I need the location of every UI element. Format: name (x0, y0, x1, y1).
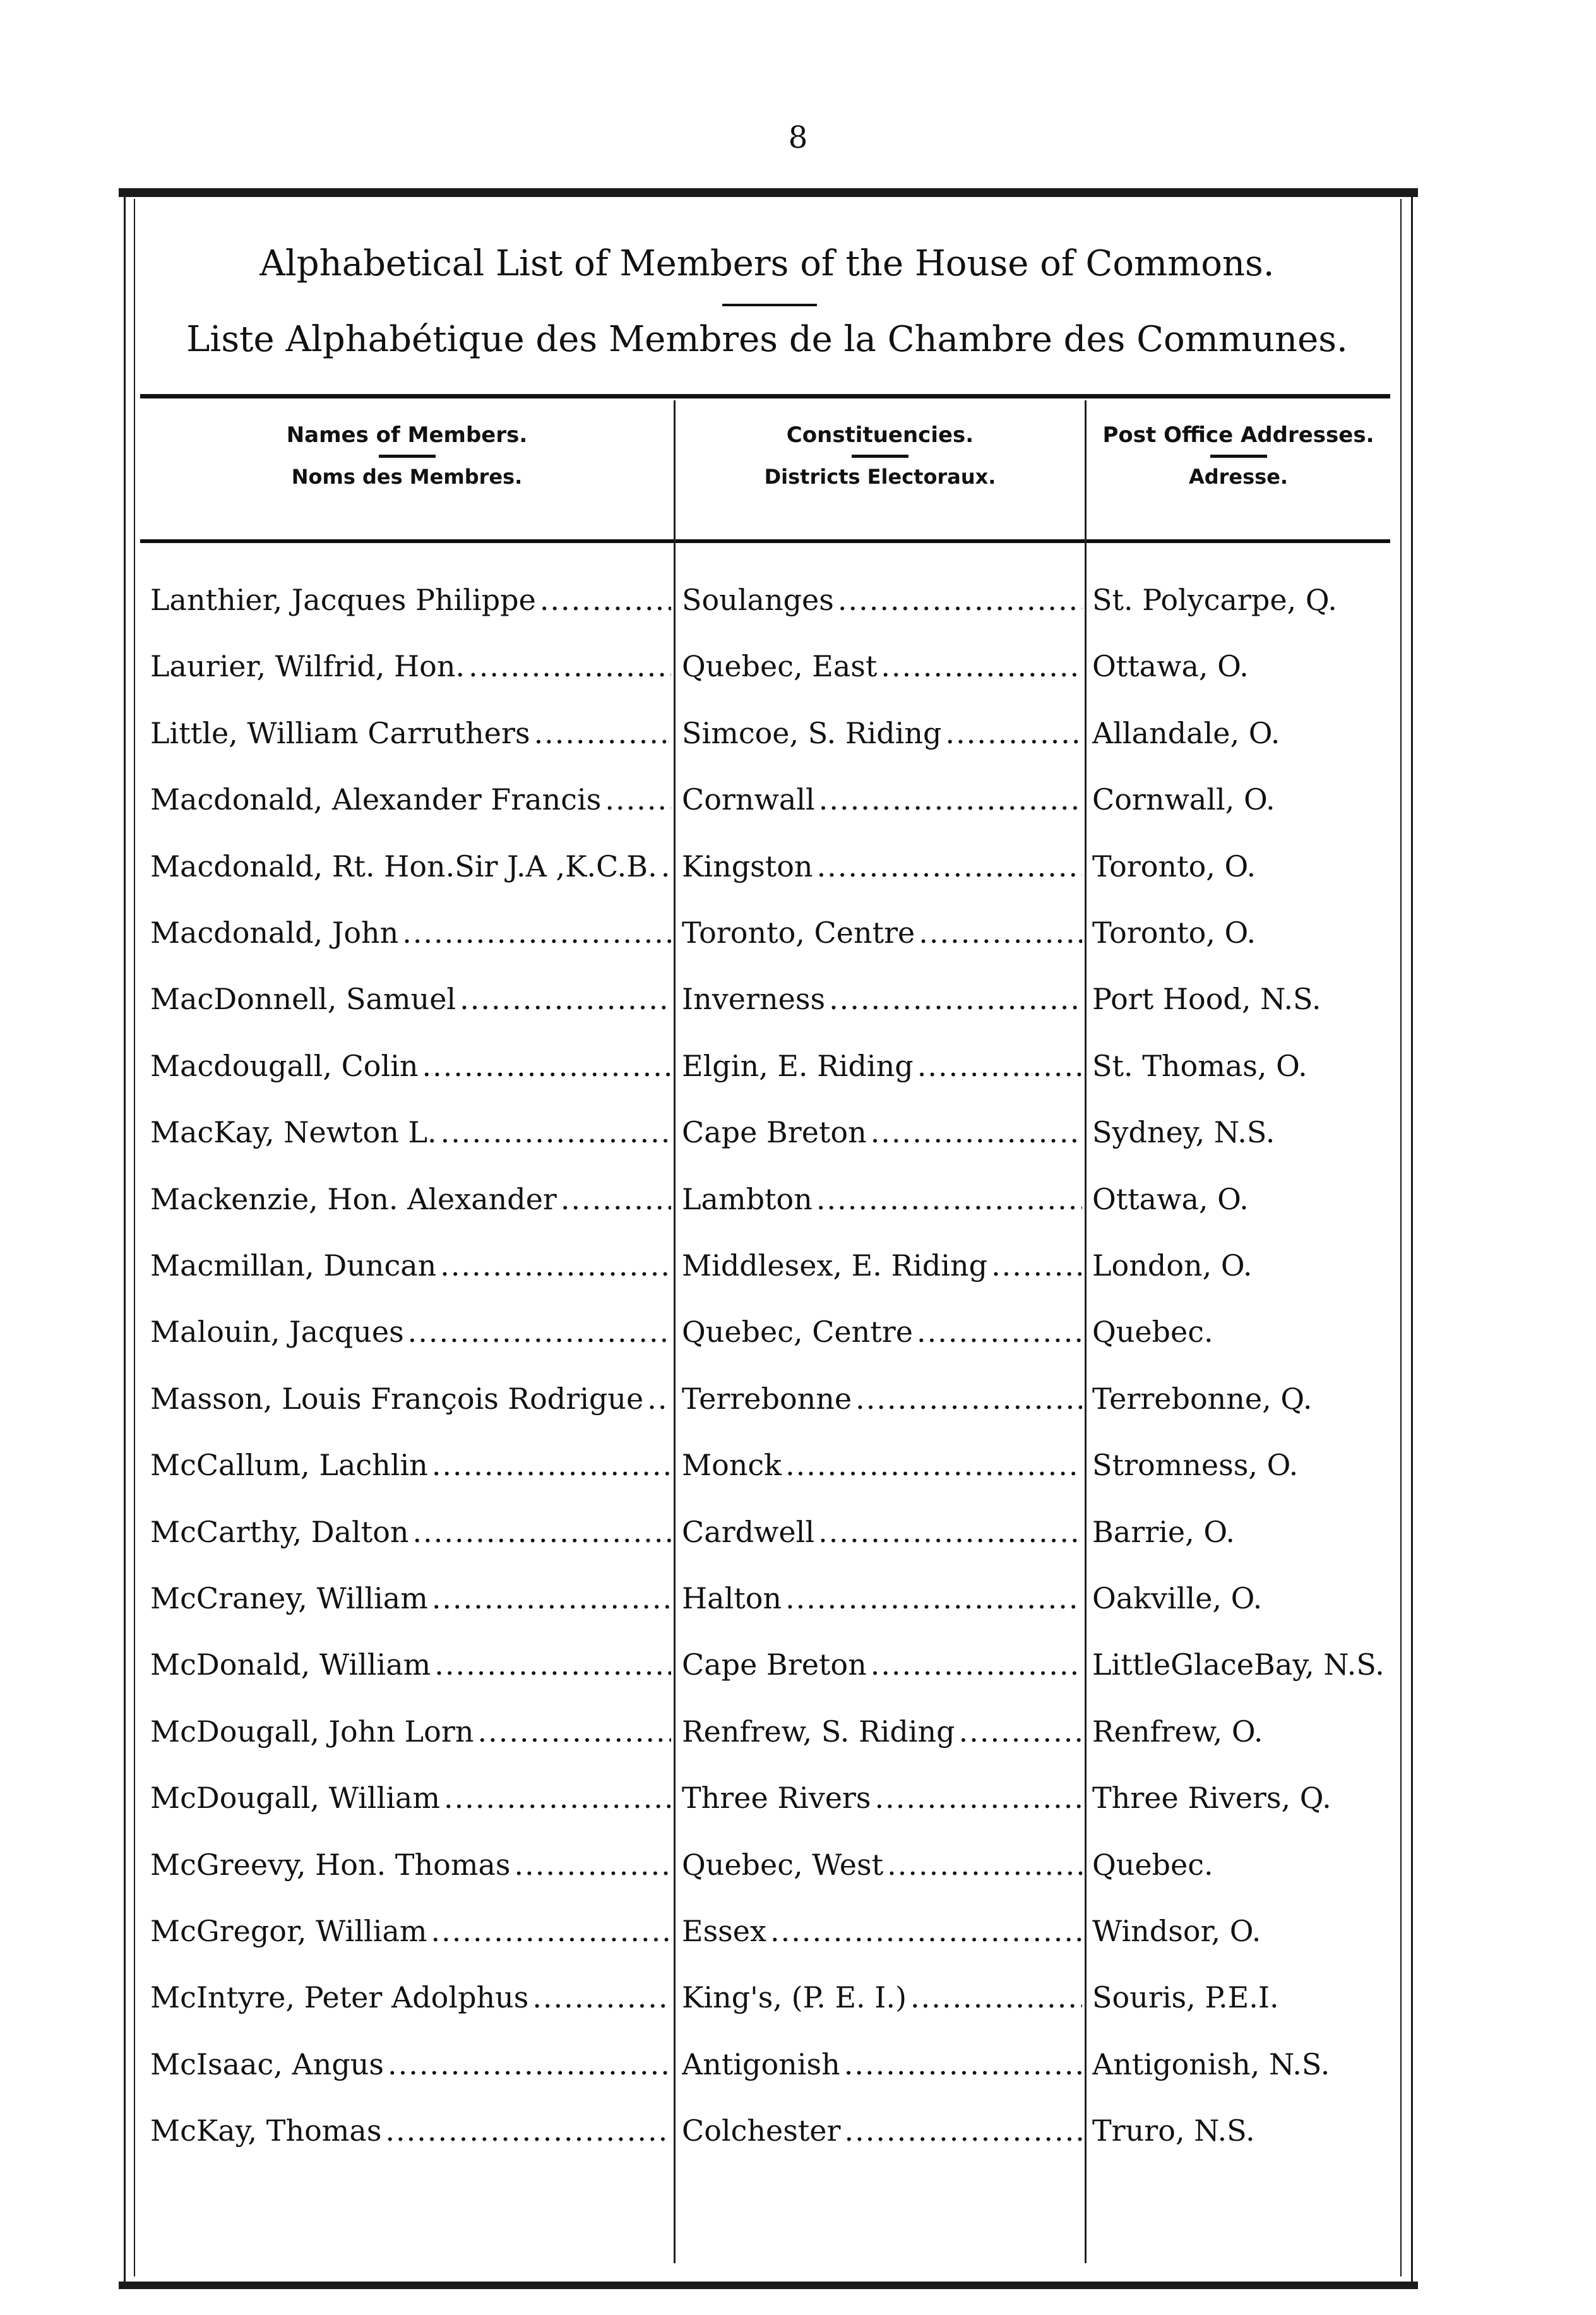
constituency-cell (682, 2042, 1082, 2086)
constituency-cell (682, 844, 1082, 888)
dot-leader (871, 1642, 1082, 1687)
constituency: Monck (682, 1448, 782, 1482)
member-name: McDonald, William (150, 1648, 431, 1682)
constituency-cell (682, 1177, 1082, 1221)
constituency-cell (682, 1310, 1082, 1354)
column-header-addresses-en: Post Office Addresses. (1102, 422, 1374, 448)
constituency: Middlesex, E. Riding (682, 1248, 988, 1283)
member-name: Malouin, Jacques (150, 1315, 404, 1349)
dot-leader (460, 977, 671, 1021)
post-office-address-cell (1092, 1510, 1395, 1554)
header-bottom-rule (140, 539, 1390, 543)
member-name-cell (150, 1177, 671, 1221)
dot-leader (919, 911, 1082, 955)
post-office-address: Port Hood, N.S. (1092, 982, 1321, 1016)
post-office-address: Terrebonne, Q. (1092, 1382, 1313, 1416)
member-name: McGreevy, Hon. Thomas (150, 1848, 511, 1882)
constituency-cell (682, 1776, 1082, 1820)
constituency: Antigonish (682, 2047, 840, 2081)
constituency: Cape Breton (682, 1115, 867, 1149)
member-name: MacKay, Newton L. (150, 1115, 437, 1149)
post-office-address-cell (1092, 1243, 1395, 1288)
post-office-address-cell (1092, 1909, 1395, 1953)
member-name: Little, William Carruthers (150, 716, 530, 750)
member-name-cell (150, 1642, 671, 1687)
post-office-address-cell (1092, 1177, 1395, 1221)
constituency: King's, (P. E. I.) (682, 1980, 907, 2014)
constituency: Soulanges (682, 583, 834, 617)
dot-leader (532, 1975, 671, 2019)
constituency: Kingston (682, 849, 813, 883)
dot-leader (959, 1709, 1082, 1754)
column-header-addresses (1087, 424, 1390, 487)
member-name: Macdougall, Colin (150, 1049, 419, 1083)
member-name-cell (150, 2042, 671, 2086)
member-name-cell (150, 1576, 671, 1620)
column-separator (674, 400, 676, 2263)
dot-leader (413, 1510, 671, 1554)
dot-leader (534, 711, 671, 755)
constituency: Toronto, Centre (682, 916, 915, 950)
constituency-cell (682, 1909, 1082, 1953)
dot-leader (818, 1510, 1082, 1554)
post-office-address-cell (1092, 1642, 1395, 1687)
post-office-address: Toronto, O. (1092, 849, 1256, 883)
dot-leader (819, 777, 1082, 822)
dot-leader (881, 644, 1082, 688)
member-name-cell (150, 1776, 671, 1820)
column-separator (1085, 400, 1087, 2263)
post-office-address-cell (1092, 844, 1395, 888)
dot-leader (817, 844, 1082, 888)
member-name-cell (150, 1443, 671, 1487)
member-name: McGregor, William (150, 1914, 427, 1948)
post-office-address: Quebec. (1092, 1848, 1213, 1882)
post-office-address-cell (1092, 977, 1395, 1021)
member-name: Masson, Louis François Rodrigue (150, 1382, 644, 1416)
member-name-cell (150, 711, 671, 755)
member-name-cell (150, 977, 671, 1021)
member-name-cell (150, 644, 671, 688)
member-name: Mackenzie, Hon. Alexander (150, 1182, 557, 1216)
column-header-addresses-fr: Adresse. (1188, 465, 1289, 489)
member-name: McCallum, Lachlin (150, 1448, 428, 1482)
dot-leader (661, 844, 671, 888)
column-header-names (140, 424, 674, 487)
constituency: Halton (682, 1581, 782, 1615)
post-office-address: LittleGlaceBay, N.S. (1092, 1648, 1385, 1682)
post-office-address-cell (1092, 711, 1395, 755)
constituency: Cardwell (682, 1515, 815, 1549)
column-header-constituencies-fr: Districts Electoraux. (764, 465, 996, 489)
post-office-address: Windsor, O. (1092, 1914, 1261, 1948)
post-office-address: Toronto, O. (1092, 916, 1256, 950)
member-name: McIntyre, Peter Adolphus (150, 1980, 529, 2014)
title-divider (722, 304, 817, 306)
constituency-cell (682, 1975, 1082, 2019)
post-office-address: Antigonish, N.S. (1092, 2047, 1330, 2081)
dot-leader (431, 1909, 671, 1953)
member-name-cell (150, 1044, 671, 1088)
dot-leader (468, 644, 671, 688)
post-office-address: Ottawa, O. (1092, 1182, 1249, 1216)
member-name: Macmillan, Duncan (150, 1248, 437, 1283)
post-office-address: London, O. (1092, 1248, 1253, 1283)
dot-leader (855, 1377, 1082, 1421)
dot-leader (829, 977, 1082, 1021)
member-name: MacDonnell, Samuel (150, 982, 456, 1016)
title-english: Alphabetical List of Members of the House of Commons. (259, 243, 1275, 284)
member-name: Lanthier, Jacques Philippe (150, 583, 536, 617)
constituency: Terrebonne (682, 1382, 852, 1416)
frame-right-rule (1400, 199, 1402, 2276)
dot-leader (408, 1310, 671, 1354)
constituency: Cape Breton (682, 1648, 867, 1682)
post-office-address: St. Thomas, O. (1092, 1049, 1307, 1083)
frame-bottom-rule (119, 2282, 1418, 2289)
constituency-cell (682, 1510, 1082, 1554)
constituency-cell (682, 1443, 1082, 1487)
column-header-rule (852, 455, 908, 458)
constituency-cell (682, 1110, 1082, 1154)
post-office-address-cell (1092, 1975, 1395, 2019)
post-office-address: Quebec. (1092, 1315, 1213, 1349)
member-name: McCarthy, Dalton (150, 1515, 409, 1549)
member-name-cell (150, 1243, 671, 1288)
dot-leader (440, 1243, 671, 1288)
member-name-cell (150, 911, 671, 955)
constituency: Three Rivers (682, 1781, 871, 1815)
post-office-address: Barrie, O. (1092, 1515, 1236, 1549)
post-office-address: Ottawa, O. (1092, 649, 1249, 683)
post-office-address-cell (1092, 1377, 1395, 1421)
dot-leader (887, 1843, 1082, 1887)
post-office-address-cell (1092, 2109, 1395, 2153)
constituency-cell (682, 1843, 1082, 1887)
page-number: 8 (788, 120, 808, 155)
member-name: Macdonald, John (150, 916, 399, 950)
member-name-cell (150, 2109, 671, 2153)
constituency-cell (682, 1642, 1082, 1687)
member-name: McDougall, William (150, 1781, 440, 1815)
column-header-rule (1210, 455, 1267, 458)
member-name-cell (150, 1310, 671, 1354)
post-office-address: Oakville, O. (1092, 1581, 1263, 1615)
member-name-cell (150, 1909, 671, 1953)
member-name: Macdonald, Alexander Francis (150, 782, 602, 817)
constituency-cell (682, 711, 1082, 755)
post-office-address-cell (1092, 2042, 1395, 2086)
dot-leader (441, 1110, 671, 1154)
post-office-address: Truro, N.S. (1092, 2114, 1255, 2148)
member-name-cell (150, 777, 671, 822)
dot-leader (785, 1443, 1082, 1487)
constituency: Cornwall (682, 782, 815, 817)
post-office-address-cell (1092, 1044, 1395, 1088)
dot-leader (770, 1909, 1082, 1953)
dot-leader (422, 1044, 671, 1088)
member-name-cell (150, 1510, 671, 1554)
post-office-address: Souris, P.E.I. (1092, 1980, 1279, 2014)
dot-leader (917, 1310, 1082, 1354)
dot-leader (844, 2042, 1082, 2086)
constituency-cell (682, 1377, 1082, 1421)
frame-left-rule (134, 199, 135, 2276)
post-office-address-cell (1092, 1843, 1395, 1887)
column-header-names-en: Names of Members. (286, 422, 528, 448)
post-office-address-cell (1092, 1776, 1395, 1820)
dot-leader (432, 1443, 671, 1487)
header-top-rule (140, 394, 1390, 398)
constituency-cell (682, 777, 1082, 822)
constituency-cell (682, 1243, 1082, 1288)
post-office-address: Allandale, O. (1092, 716, 1280, 750)
title-french: Liste Alphabétique des Membres de la Chambre des Communes. (186, 319, 1348, 360)
constituency-cell (682, 578, 1082, 622)
member-name-cell (150, 1709, 671, 1754)
dot-leader (910, 1975, 1082, 2019)
dot-leader (816, 1177, 1082, 1221)
constituency: Inverness (682, 982, 826, 1016)
member-name: Macdonald, Rt. Hon.Sir J.A ,K.C.B. (150, 849, 657, 883)
member-name: McKay, Thomas (150, 2114, 382, 2148)
constituency: Quebec, East (682, 649, 878, 683)
dot-leader (444, 1776, 671, 1820)
dot-leader (432, 1576, 671, 1620)
constituency: Essex (682, 1914, 766, 1948)
member-name-cell (150, 1975, 671, 2019)
dot-leader (388, 2042, 671, 2086)
column-header-constituencies (676, 424, 1085, 487)
member-name-cell (150, 844, 671, 888)
dot-leader (385, 2109, 671, 2153)
post-office-address-cell (1092, 1576, 1395, 1620)
post-office-address-cell (1092, 1310, 1395, 1354)
dot-leader (785, 1576, 1082, 1620)
member-name: Laurier, Wilfrid, Hon. (150, 649, 465, 683)
member-name-cell (150, 578, 671, 622)
constituency: Colchester (682, 2114, 841, 2148)
constituency-cell (682, 644, 1082, 688)
dot-leader (402, 911, 671, 955)
constituency: Simcoe, S. Riding (682, 716, 942, 750)
post-office-address: Renfrew, O. (1092, 1714, 1263, 1749)
dot-leader (991, 1243, 1082, 1288)
post-office-address-cell (1092, 1709, 1395, 1754)
post-office-address-cell (1092, 777, 1395, 822)
dot-leader (477, 1709, 671, 1754)
dot-leader (945, 711, 1082, 755)
constituency-cell (682, 977, 1082, 1021)
constituency-cell (682, 1576, 1082, 1620)
column-header-names-fr: Noms des Membres. (291, 465, 523, 489)
dot-leader (845, 2109, 1082, 2153)
post-office-address-cell (1092, 911, 1395, 955)
member-name: McIsaac, Angus (150, 2047, 384, 2081)
post-office-address-cell (1092, 1443, 1395, 1487)
constituency: Renfrew, S. Riding (682, 1714, 955, 1749)
constituency: Quebec, West (682, 1848, 884, 1882)
column-header-rule (379, 455, 436, 458)
post-office-address-cell (1092, 1110, 1395, 1154)
dot-leader (434, 1642, 671, 1687)
constituency-cell (682, 1709, 1082, 1754)
member-name-cell (150, 1843, 671, 1887)
constituency: Elgin, E. Riding (682, 1049, 914, 1083)
member-name-cell (150, 1110, 671, 1154)
column-header-constituencies-en: Constituencies. (786, 422, 974, 448)
dot-leader (605, 777, 671, 822)
post-office-address: St. Polycarpe, Q. (1092, 583, 1337, 617)
constituency-cell (682, 1044, 1082, 1088)
post-office-address-cell (1092, 644, 1395, 688)
constituency-cell (682, 2109, 1082, 2153)
post-office-address: Three Rivers, Q. (1092, 1781, 1331, 1815)
constituency: Quebec, Centre (682, 1315, 913, 1349)
constituency-cell (682, 911, 1082, 955)
dot-leader (838, 578, 1082, 622)
dot-leader (540, 578, 671, 622)
dot-leader (561, 1177, 671, 1221)
dot-leader (875, 1776, 1082, 1820)
post-office-address-cell (1092, 578, 1395, 622)
dot-leader (871, 1110, 1082, 1154)
post-office-address: Sydney, N.S. (1092, 1115, 1275, 1149)
member-name-cell (150, 1377, 671, 1421)
post-office-address: Stromness, O. (1092, 1448, 1299, 1482)
member-name: McDougall, John Lorn (150, 1714, 474, 1749)
constituency: Lambton (682, 1182, 813, 1216)
dot-leader (917, 1044, 1082, 1088)
table-frame (124, 193, 1413, 2286)
dot-leader (515, 1843, 672, 1887)
post-office-address: Cornwall, O. (1092, 782, 1275, 817)
dot-leader (647, 1377, 671, 1421)
member-name: McCraney, William (150, 1581, 428, 1615)
